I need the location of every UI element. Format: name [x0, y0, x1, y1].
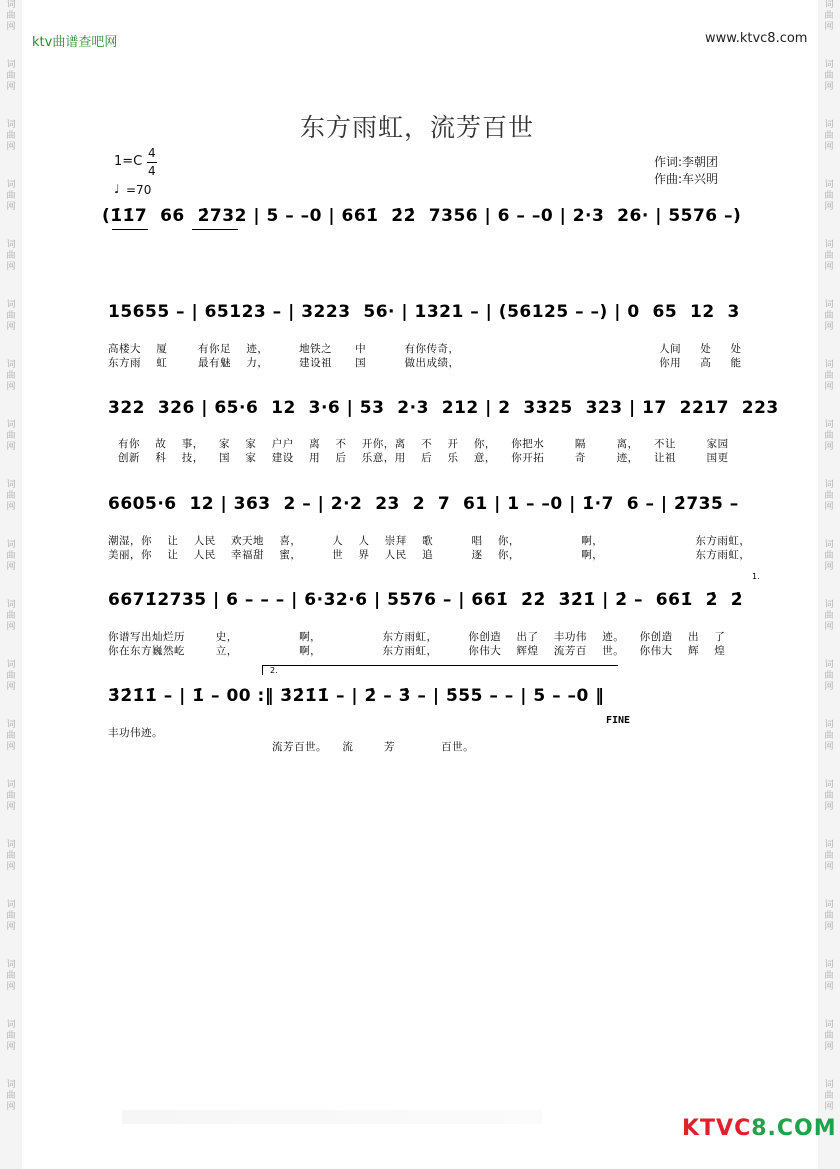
watermark-glyph: 词 曲 网	[6, 960, 16, 992]
faint-footer-text	[122, 1110, 542, 1124]
underline	[192, 229, 238, 230]
lyric-row-5-verse-2: 你在东方巍然屹 立， 啊， 东方雨虹， 你伟大 辉煌 流芳百 世。 你伟大 辉 煌	[108, 645, 726, 657]
watermark-glyph: 词 曲 网	[824, 1020, 834, 1052]
score-row-2: 15655 – | 65123 – | 3223 56· | 1321 – | (56125 – –) | 0 65 12 3	[108, 302, 740, 322]
watermark-glyph: 词 曲 网	[824, 0, 834, 32]
time-signature-top: 4	[148, 146, 156, 160]
lyric-row-5-verse-1: 你谱写出灿烂历 史， 啊， 东方雨虹， 你创造 出了 丰功伟 迹。 你创造 出 了	[108, 631, 726, 643]
watermark-glyph: 词 曲 网	[824, 900, 834, 932]
song-title: 东方雨虹，流芳百世	[300, 113, 535, 142]
watermark-glyph: 词 曲 网	[824, 420, 834, 452]
watermark-glyph: 词 曲 网	[6, 240, 16, 272]
score-row-3: 322 326 | 65·6 12 3·6 | 53 2·3 212 | 2 3325 323 | 17 2217 223	[108, 398, 779, 418]
underline	[112, 229, 148, 230]
watermark-glyph: 词 曲 网	[824, 600, 834, 632]
watermark-glyph: 词 曲 网	[824, 720, 834, 752]
composer: 作曲:车兴明	[654, 172, 719, 186]
fine-marker: FINE	[606, 715, 631, 726]
watermark-glyph: 词 曲 网	[6, 480, 16, 512]
watermark-glyph: 词 曲 网	[824, 840, 834, 872]
watermark-glyph: 词 曲 网	[6, 420, 16, 452]
watermark-glyph: 词 曲 网	[824, 1080, 834, 1112]
watermark-glyph: 词 曲 网	[6, 1080, 16, 1112]
watermark-glyph: 词 曲 网	[824, 240, 834, 272]
watermark-glyph: 词 曲 网	[824, 540, 834, 572]
volta-1-label: 1.	[752, 572, 760, 581]
volta-2-label: 2.	[270, 666, 278, 675]
lyric-row-3-verse-1: 有你 故 事， 家 家 户户 离 不 开你，离 不 开 你， 你把水 隔 离， 不让 家园	[118, 438, 729, 450]
site-name-left[interactable]: ktv曲谱查吧网	[32, 35, 118, 50]
score-row-1: (1̇1̇7 66 2̇732 | 5 – –0 | 661̇ 2̇2̇ 7356 | 6 – –0 | 2·3 26· | 5576 –)	[102, 206, 742, 226]
score-row-5: 6671̇2735 | 6 – – – | 6·32·6 | 5576 – | 661̇ 2̇2̇ 3̇2̇1̇ | 2̇ – 661̇ 2̇ 2̇	[108, 590, 744, 610]
watermark-glyph: 词 曲 网	[824, 180, 834, 212]
watermark-glyph: 词 曲 网	[824, 300, 834, 332]
watermark-glyph: 词 曲 网	[6, 360, 16, 392]
lyric-row-4-verse-1: 潮湿，你 让 人民 欢天地 喜， 人 人 崇拜 歌 唱 你， 啊， 东方雨虹，	[108, 535, 751, 547]
logo-green-part: 8.COM	[751, 1116, 837, 1141]
watermark-glyph: 词 曲 网	[6, 840, 16, 872]
watermark-glyph: 词 曲 网	[824, 780, 834, 812]
watermark-glyph: 词 曲 网	[824, 660, 834, 692]
watermark-glyph: 词 曲 网	[6, 120, 16, 152]
watermark-glyph: 词 曲 网	[6, 600, 16, 632]
watermark-glyph: 词 曲 网	[6, 900, 16, 932]
watermark-glyph: 词 曲 网	[6, 0, 16, 32]
tempo: =70	[126, 183, 152, 197]
quarter-note-icon: ♩	[114, 182, 120, 196]
left-watermark-strip	[0, 0, 23, 1169]
watermark-glyph: 词 曲 网	[6, 300, 16, 332]
watermark-glyph: 词 曲 网	[824, 60, 834, 92]
lyric-row-2-verse-1: 高楼大 厦 有你足 迹， 地铁之 中 有你传奇， 人间 处 处	[108, 343, 742, 355]
watermark-glyph: 词 曲 网	[6, 60, 16, 92]
lyric-row-3-verse-2: 创新 科 技， 国 家 建设 用 后 乐意，用 后 乐 意， 你开拓 奇 迹， 让祖 国更	[118, 452, 729, 464]
right-watermark-strip	[817, 0, 840, 1169]
lyric-row-2-verse-2: 东方雨 虹 最有魅 力， 建设祖 国 做出成绩， 你用 高 能	[108, 357, 742, 369]
watermark-glyph: 词 曲 网	[6, 720, 16, 752]
watermark-glyph: 词 曲 网	[6, 1020, 16, 1052]
watermark-glyph: 词 曲 网	[6, 540, 16, 572]
score-row-4: 6605·6 12 | 363 2 – | 2·2 23 2 7 61 | 1 – –0 | 1̇·7 6 – | 2̇735 –	[108, 494, 739, 514]
volta-bracket-edge	[262, 665, 263, 675]
lyricist: 作词:李朝团	[654, 155, 719, 169]
logo-red-part: KTVC	[682, 1116, 752, 1141]
lyric-row-6-verse-1: 丰功伟迹。	[108, 727, 163, 739]
site-url-right[interactable]: www.ktvc8.com	[705, 31, 808, 46]
volta-bracket	[262, 665, 618, 666]
score-row-6: 3̇2̇1̇1̇ – | 1̇ – 00 :‖ 3̇2̇1̇1̇ – | 2̇ – 3̇ – | 5̇55 – – | 5 – –0 ‖	[108, 686, 605, 706]
lyric-row-4-verse-2: 美丽，你 让 人民 幸福甜 蜜， 世 界 人民 追 逐 你， 啊， 东方雨虹，	[108, 549, 751, 561]
watermark-glyph: 词 曲 网	[6, 660, 16, 692]
watermark-glyph: 词 曲 网	[824, 480, 834, 512]
time-signature-bottom: 4	[148, 164, 156, 178]
site-logo[interactable]	[682, 1116, 837, 1141]
watermark-glyph: 词 曲 网	[6, 180, 16, 212]
watermark-glyph: 词 曲 网	[824, 360, 834, 392]
watermark-glyph: 词 曲 网	[824, 120, 834, 152]
watermark-glyph: 词 曲 网	[6, 780, 16, 812]
watermark-glyph: 词 曲 网	[824, 960, 834, 992]
lyric-row-6-verse-2: 流芳百世。 流 芳 百世。	[272, 741, 475, 753]
time-signature-line	[147, 162, 157, 163]
key-signature: 1=C	[114, 154, 143, 169]
